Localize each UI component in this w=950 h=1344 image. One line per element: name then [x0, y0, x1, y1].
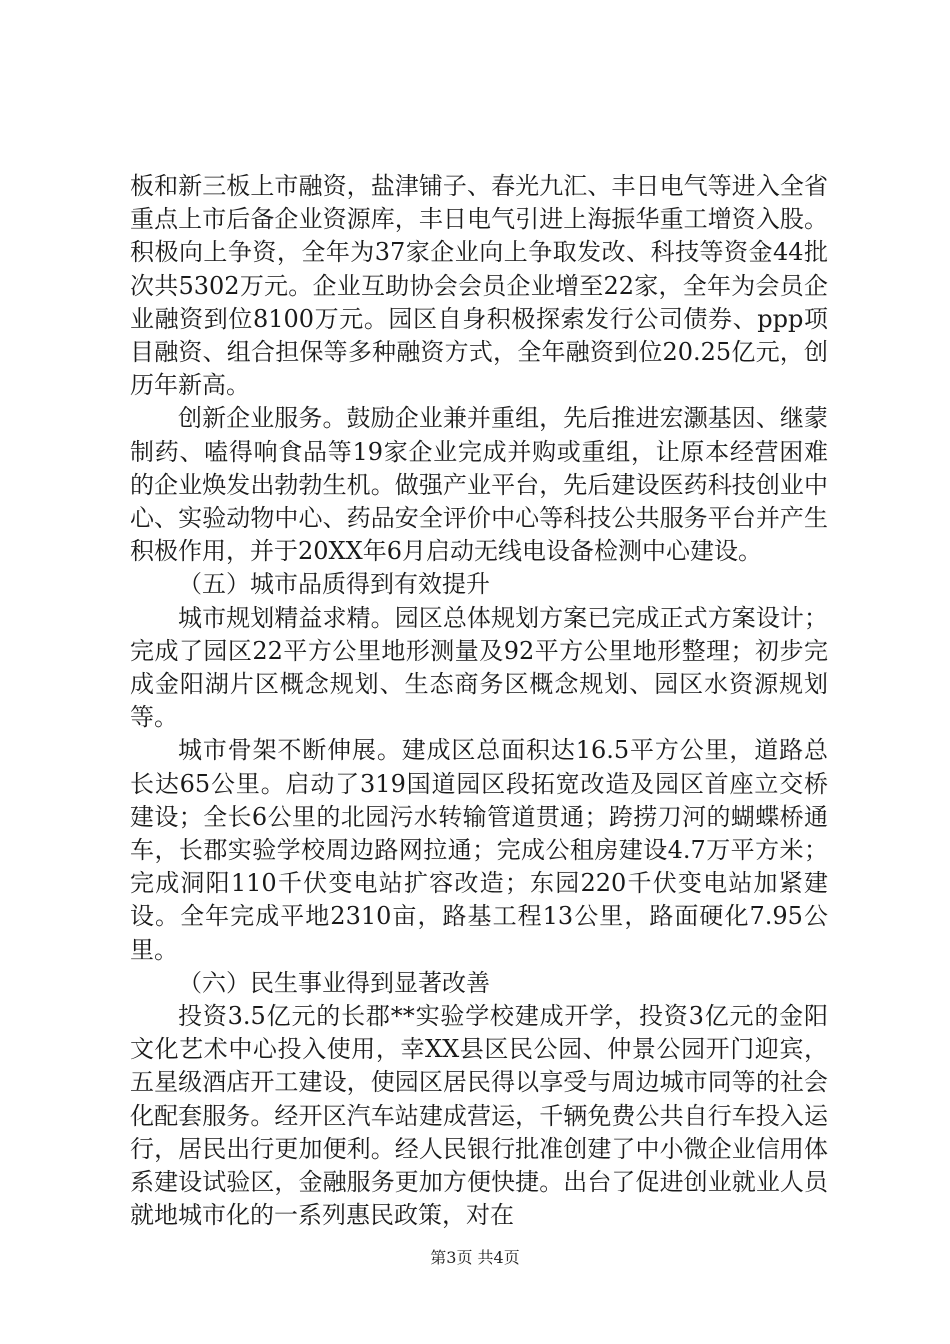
section-heading-livelihood: （六）民生事业得到显著改善	[178, 968, 490, 997]
document-body	[130, 170, 828, 1233]
page-number-footer: 第3页 共4页	[430, 1248, 520, 1267]
paragraph-urban-planning: 城市规划精益求精。园区总体规划方案已完成正式方案设计；完成了园区22平方公里地形测量及92平方公里地形整理；初步完成金阳湖片区概念规划、生态商务区概念规划、园区水资源规划等。	[130, 603, 828, 732]
paragraph-urban-framework: 城市骨架不断伸展。建成区总面积达16.5平方公里，道路总长达65公里。启动了319国道园区段拓宽改造及园区首座立交桥建设；全长6公里的北园污水转输管道贯通；跨捞刀河的蝴蝶桥通车，长郡实验学校周边路网拉通；完成公租房建设4.7万平方米；完成洞阳110千伏变电站扩容改造；东园220千伏变电站加紧建设。全年完成平地2310亩，路基工程13公里，路面硬化7.95公里。	[130, 736, 828, 964]
section-heading-urban-quality: （五）城市品质得到有效提升	[178, 570, 490, 599]
paragraph-enterprise-service: 创新企业服务。鼓励企业兼并重组，先后推进宏灏基因、继蒙制药、嗑得响食品等19家企业完成并购或重组，让原本经营困难的企业焕发出勃勃生机。做强产业平台，先后建设医药科技创业中心、实验动物中心、药品安全评价中心等科技公共服务平台并产生积极作用，并于20XX年6月启动无线电设备检测中心建设。	[130, 404, 828, 566]
paragraph-financing: 板和新三板上市融资，盐津铺子、春光九汇、丰日电气等进入全省重点上市后备企业资源库，丰日电气引进上海振华重工增资入股。积极向上争资，全年为37家企业向上争取发改、科技等资金44批次共5302万元。企业互助协会会员企业增至22家，全年为会员企业融资到位8100万元。园区自身积极探索发行公司债券、ppp项目融资、组合担保等多种融资方式，全年融资到位20.25亿元，创历年新高。	[130, 172, 828, 400]
paragraph-livelihood: 投资3.5亿元的长郡**实验学校建成开学，投资3亿元的金阳文化艺术中心投入使用，幸XX县区民公园、仲景公园开门迎宾，五星级酒店开工建设，使园区居民得以享受与周边城市同等的社会化配套服务。经开区汽车站建成营运，千辆免费公共自行车投入运行，居民出行更加便利。经人民银行批准创建了中小微企业信用体系建设试验区，金融服务更加方便快捷。出台了促进创业就业人员就地城市化的一系列惠民政策，对在	[130, 1002, 828, 1230]
